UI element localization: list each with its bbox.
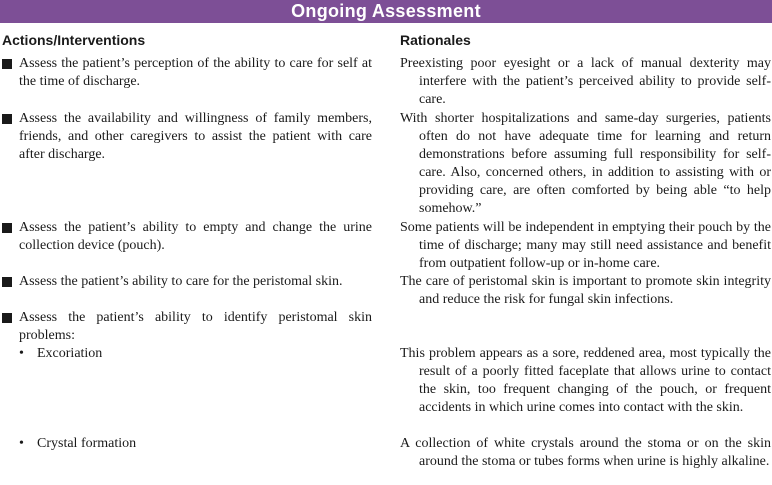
square-bullet-icon bbox=[2, 114, 12, 124]
square-bullet-icon bbox=[2, 59, 12, 69]
square-bullet-icon bbox=[2, 223, 12, 233]
actions-column-heading: Actions/Interventions bbox=[2, 32, 146, 48]
rationale-item: Some patients will be independent in emptying their pouch by the time of discharge; many may still need assistance and benefit from outpatient follow-up or in-home care. bbox=[400, 220, 771, 271]
action-item: Assess the patient’s ability to care for the peristomal skin. bbox=[2, 273, 372, 291]
action-item: Assess the patient’s ability to identify peristomal skin problems: bbox=[2, 309, 372, 345]
rationale-item: With shorter hospitalizations and same-day surgeries, patients often do not have adequate time for learning and return demonstrations before assuming full responsibility for self-care. Also, concerned others, in addition to assisting with or providing care, are often comforted by being able “to help somehow.” bbox=[400, 111, 771, 216]
action-item: Assess the availability and willingness of family members, friends, and other caregivers to assist the patient with care after discharge. bbox=[2, 110, 372, 164]
sub-action-item: • Crystal formation bbox=[19, 436, 137, 451]
sub-action-item: • Excoriation bbox=[19, 346, 103, 361]
action-item: Assess the patient’s perception of the ability to care for self at the time of discharge. bbox=[2, 55, 372, 91]
round-bullet-icon: • bbox=[19, 436, 24, 451]
section-banner: Ongoing Assessment bbox=[0, 0, 772, 23]
square-bullet-icon bbox=[2, 313, 12, 323]
square-bullet-icon bbox=[2, 277, 12, 287]
rationale-item: Preexisting poor eyesight or a lack of manual dexterity may interfere with the patient’s perceived ability to provide self-care. bbox=[400, 56, 771, 107]
rationale-item: The care of peristomal skin is important to promote skin integrity and reduce the risk for fungal skin infections. bbox=[400, 274, 771, 307]
rationale-item: A collection of white crystals around the stoma or on the skin around the stoma or tubes forms when urine is highly alkaline. bbox=[400, 436, 771, 469]
rationales-column-heading: Rationales bbox=[400, 32, 471, 48]
rationale-item: This problem appears as a sore, reddened area, most typically the result of a poorly fitted faceplate that allows urine to contact the skin, too frequent changing of the pouch, or frequent accidents in which urine comes into contact with the skin. bbox=[400, 346, 771, 415]
round-bullet-icon: • bbox=[19, 346, 24, 361]
action-item: Assess the patient’s ability to empty and change the urine collection device (pouch). bbox=[2, 219, 372, 255]
